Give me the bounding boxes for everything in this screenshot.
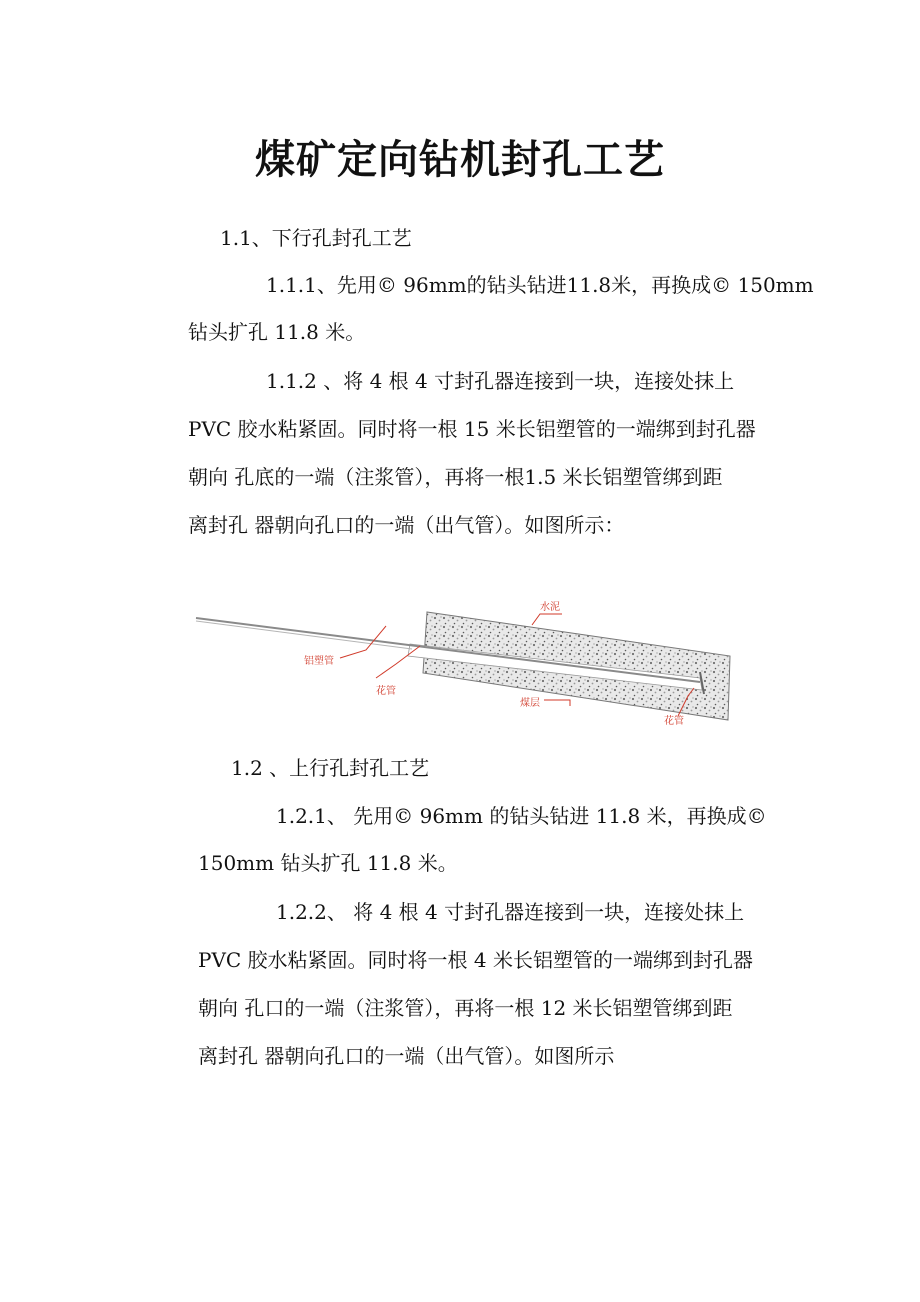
paragraph-1-1-2-line-2: PVC 胶水粘紧固。同时将一根 15 米长铝塑管的一端绑到封孔器 — [188, 417, 756, 441]
document-title: 煤矿定向钻机封孔工艺 — [255, 136, 665, 183]
leader-line-cement — [532, 614, 562, 625]
label-flower-pipe-right: 花管 — [664, 716, 684, 727]
paragraph-1-2-2-line-2: PVC 胶水粘紧固。同时将一根 4 米长铝塑管的一端绑到封孔器 — [198, 948, 753, 972]
paragraph-1-1-1-line-2: 钻头扩孔 11.8 米。 — [188, 320, 366, 344]
label-cement: 水泥 — [540, 602, 560, 613]
label-coal-seam: 煤层 — [520, 698, 540, 709]
leader-line-flower-pipe-left — [376, 646, 420, 678]
label-aluminum-pipe: 铝塑管 — [304, 656, 334, 667]
paragraph-1-2-2-line-1: 1.2.2、 将 4 根 4 寸封孔器连接到一块，连接处抹上 — [276, 900, 745, 924]
section-heading-1-2: 1.2 、上行孔封孔工艺 — [231, 756, 430, 780]
borehole-sealing-diagram — [190, 598, 735, 730]
paragraph-1-2-2-line-3: 朝向 孔口的一端（注浆管），再将一根 12 米长铝塑管绑到距 — [198, 996, 733, 1020]
paragraph-1-1-1-line-1: 1.1.1、先用© 96mm的钻头钻进11.8米，再换成© 150mm — [266, 273, 814, 297]
paragraph-1-1-2-line-3: 朝向 孔底的一端（注浆管），再将一根1.5 米长铝塑管绑到距 — [188, 465, 723, 489]
aluminum-pipe-line-inner — [196, 621, 412, 649]
paragraph-1-2-1-line-2: 150mm 钻头扩孔 11.8 米。 — [198, 851, 458, 875]
paragraph-1-2-2-line-4: 离封孔 器朝向孔口的一端（出气管）。如图所示 — [198, 1044, 615, 1068]
paragraph-1-1-2-line-4: 离封孔 器朝向孔口的一端（出气管）。如图所示： — [188, 513, 625, 537]
paragraph-1-1-2-line-1: 1.1.2 、将 4 根 4 寸封孔器连接到一块，连接处抹上 — [266, 369, 735, 393]
label-flower-pipe-left: 花管 — [376, 686, 396, 697]
section-heading-1-1: 1.1、下行孔封孔工艺 — [220, 226, 412, 250]
leader-line-coal-seam — [544, 700, 570, 706]
paragraph-1-2-1-line-1: 1.2.1、 先用© 96mm 的钻头钻进 11.8 米，再换成© — [276, 804, 767, 828]
